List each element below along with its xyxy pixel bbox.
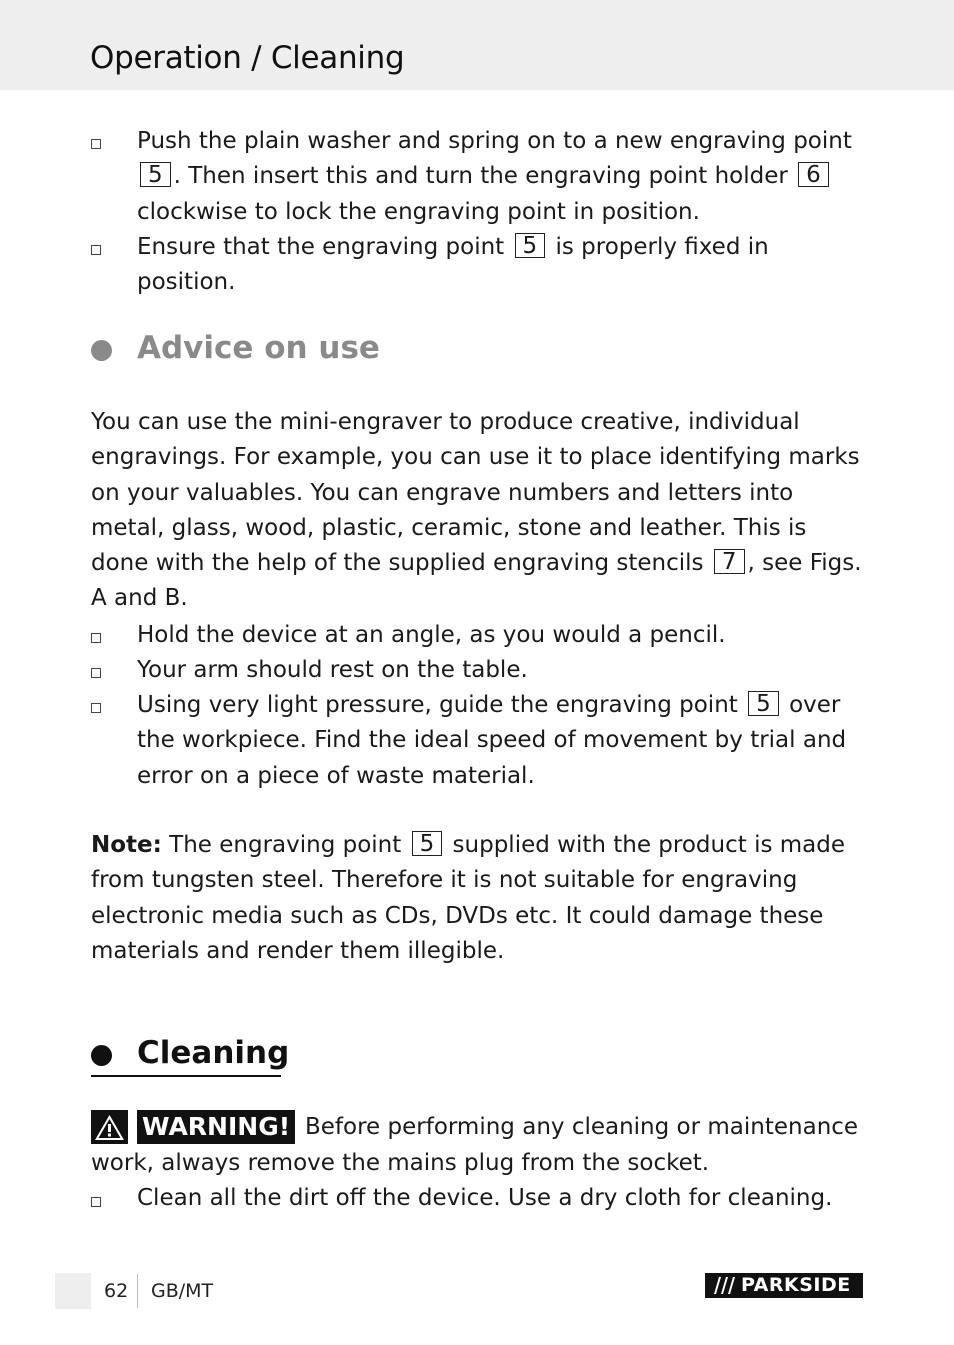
section-title-cleaning: Cleaning [137,1035,290,1071]
warning-triangle-icon [91,1110,128,1144]
section-title-advice: Advice on use [137,330,380,366]
advice-intro-text-b: , see Figs. A and B. [91,550,862,612]
step-1-text-a: Push the plain washer and spring on to a new engraving point [137,128,852,154]
part-ref-7: 7 [714,549,745,574]
advice-bullet-2: Your arm should rest on the table. [137,657,528,683]
step-checkbox-icon [91,703,101,713]
step-2-text-a: Ensure that the engraving point [137,234,505,260]
cleaning-bullet-1: Clean all the dirt off the device. Use a dry cloth for cleaning. [137,1185,833,1211]
page-title: Operation / Cleaning [90,40,405,76]
step-checkbox-icon [91,668,101,678]
section-underline [91,1075,281,1077]
advice-intro-paragraph [91,405,863,617]
advice-bullet-3 [137,688,865,794]
step-1-text-c: clockwise to lock the engraving point in position. [137,198,700,225]
step-2-text-b: is properly fixed in position. [137,234,769,296]
section-bullet-icon [91,1045,112,1066]
note-label: Note: [91,832,162,858]
advice-bullet-1: Hold the device at an angle, as you would a pencil. [137,622,726,648]
brand-logo [705,1273,863,1298]
brand-stripes-icon [711,1273,737,1298]
footer-divider [137,1274,138,1308]
note-text-a: The engraving point [169,832,402,858]
part-ref-6: 6 [798,162,829,187]
step-checkbox-icon [91,245,101,255]
advice-intro-text-a: You can use the mini-engraver to produce creative, individual engravings. For example, you can use it to place identifying marks on your valuables. You can engrave numbers and letters into metal, glass, wood, plastic, ceramic, stone and leather. This is done with the help of the supplied engraving stencils [91,409,860,577]
note-paragraph [91,828,863,969]
part-ref-5: 5 [748,691,779,716]
brand-name: PARKSIDE [741,1274,851,1296]
warning-text-line-2: work, always remove the mains plug from the socket. [91,1150,710,1176]
page-number: 62 [104,1280,129,1302]
step-item-2 [137,230,865,301]
advice-bullet-3-text-b: over the workpiece. Find the ideal speed of movement by trial and error on a piece of waste material. [137,692,847,789]
part-ref-5: 5 [412,831,443,856]
step-item-1 [137,124,865,230]
warning-text-line-1: Before performing any cleaning or maintenance [305,1114,859,1140]
footer-marker [55,1273,91,1309]
step-checkbox-icon [91,633,101,643]
step-checkbox-icon [91,139,101,149]
footer-language: GB/MT [151,1280,214,1302]
part-ref-5: 5 [140,162,171,187]
note-text-b: supplied with the product is made from tungsten steel. Therefore it is not suitable for engraving electronic media such as CDs, DVDs etc. It could damage these materials and render them illegible. [91,832,846,964]
step-checkbox-icon [91,1197,101,1207]
section-bullet-icon [91,340,112,361]
part-ref-5: 5 [515,233,546,258]
warning-badge: WARNING! [137,1110,295,1144]
advice-bullet-3-text-a: Using very light pressure, guide the engraving point [137,692,738,718]
step-1-text-b: . Then insert this and turn the engraving point holder [173,163,788,190]
